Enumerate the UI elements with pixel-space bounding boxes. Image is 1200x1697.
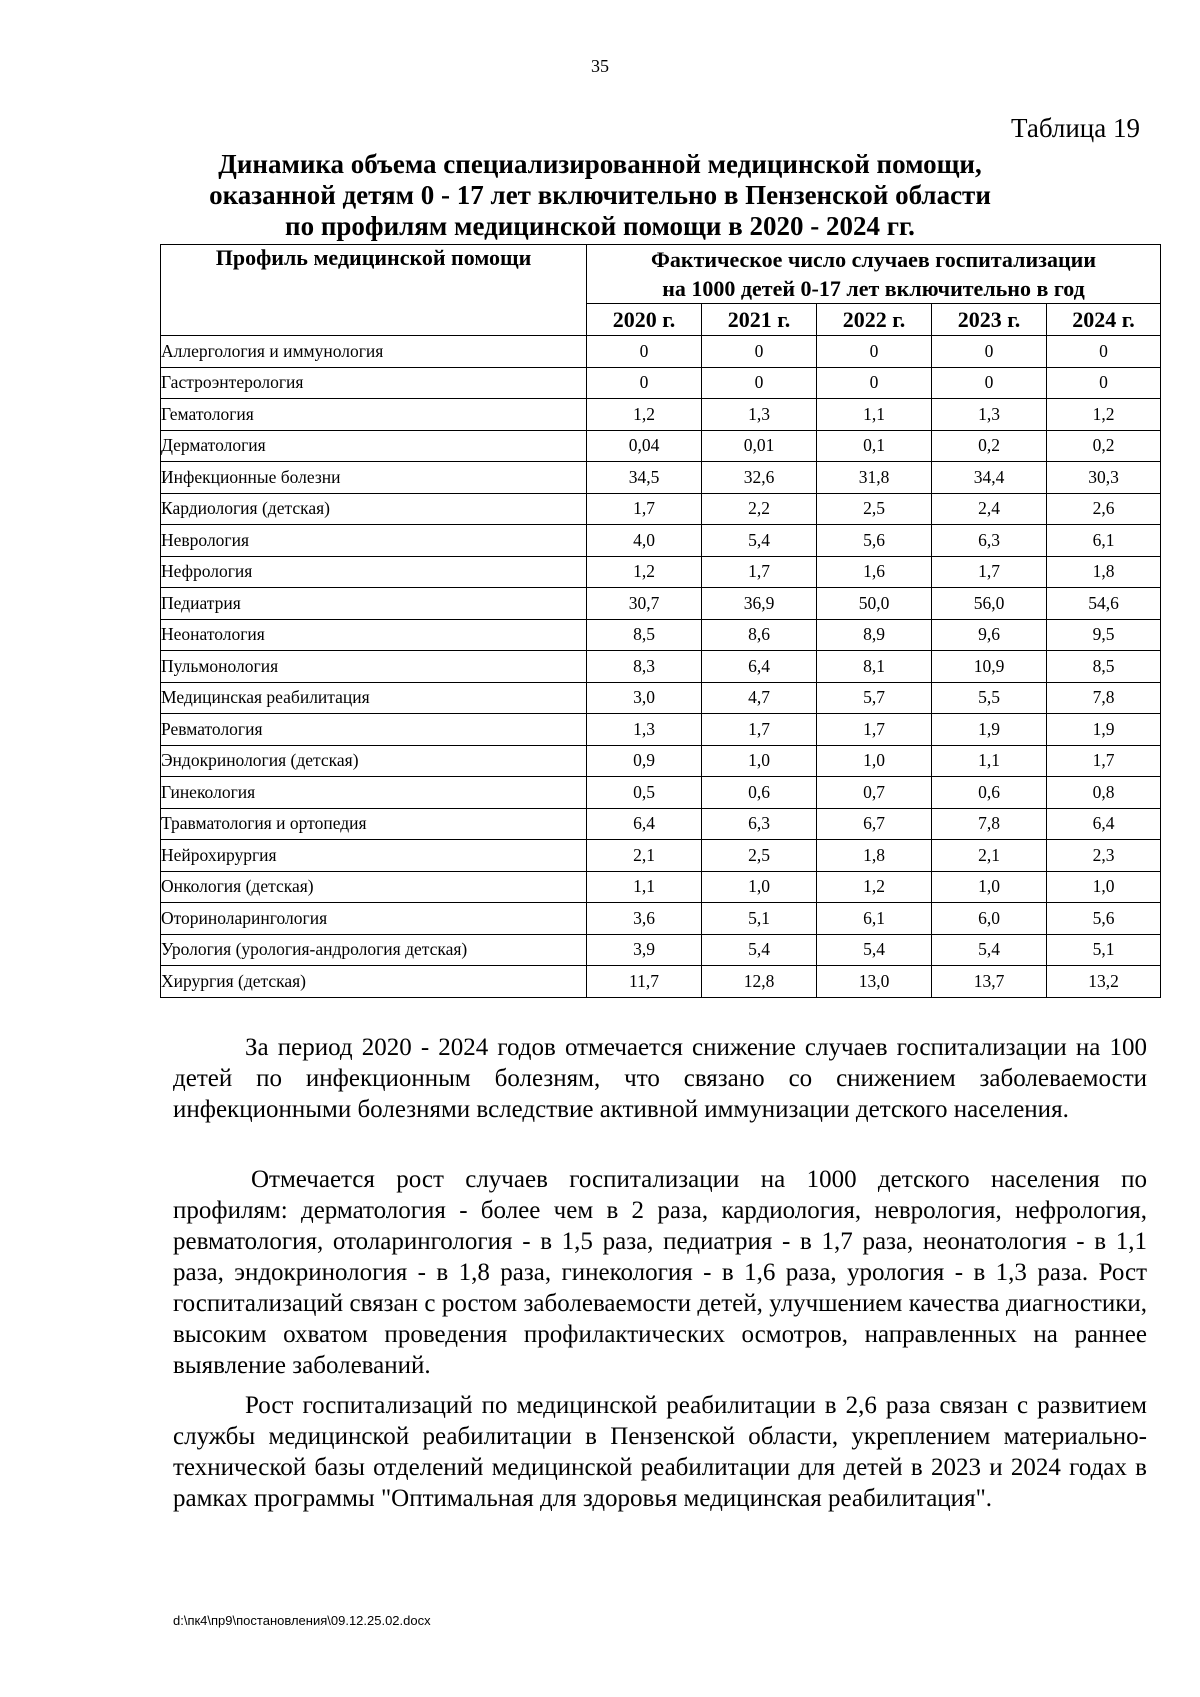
value-cell: 2,4 <box>932 493 1047 525</box>
value-cell: 3,9 <box>587 934 702 966</box>
value-cell: 0,9 <box>587 745 702 777</box>
value-cell: 0,5 <box>587 777 702 809</box>
value-cell: 30,3 <box>1047 462 1161 494</box>
value-cell: 0 <box>932 367 1047 399</box>
value-cell: 0,6 <box>702 777 817 809</box>
value-cell: 8,6 <box>702 619 817 651</box>
value-cell: 2,5 <box>817 493 932 525</box>
title-line: Динамика объема специализированной медицинской помощи, <box>218 149 982 179</box>
value-cell: 0,8 <box>1047 777 1161 809</box>
value-cell: 5,4 <box>702 525 817 557</box>
value-cell: 5,4 <box>702 934 817 966</box>
table-row <box>161 682 1161 714</box>
profile-name: Неонатология <box>161 619 587 651</box>
value-cell: 6,1 <box>1047 525 1161 557</box>
value-cell: 1,2 <box>587 399 702 431</box>
value-cell: 1,8 <box>1047 556 1161 588</box>
value-cell: 1,7 <box>587 493 702 525</box>
header-fact-line1: Фактическое число случаев госпитализации <box>651 247 1097 272</box>
value-cell: 0,2 <box>932 430 1047 462</box>
value-cell: 8,3 <box>587 651 702 683</box>
value-cell: 1,3 <box>932 399 1047 431</box>
profile-name: Нейрохирургия <box>161 840 587 872</box>
value-cell: 0,7 <box>817 777 932 809</box>
value-cell: 1,3 <box>702 399 817 431</box>
value-cell: 2,2 <box>702 493 817 525</box>
table-title <box>140 149 1060 242</box>
value-cell: 56,0 <box>932 588 1047 620</box>
value-cell: 0 <box>587 367 702 399</box>
value-cell: 9,5 <box>1047 619 1161 651</box>
value-cell: 1,7 <box>1047 745 1161 777</box>
value-cell: 2,1 <box>587 840 702 872</box>
profile-name: Гастроэнтерология <box>161 367 587 399</box>
table-label: Таблица 19 <box>1011 113 1140 143</box>
value-cell: 8,9 <box>817 619 932 651</box>
table-row <box>161 336 1161 368</box>
paragraph: За период 2020 - 2024 годов отмечается снижение случаев госпитализации на 100 детей по инфекционным болезням, что связано со снижением заболеваемости инфекционными болезнями вследствие активной иммунизации детского населения. <box>173 1034 1147 1123</box>
value-cell: 2,5 <box>702 840 817 872</box>
value-cell: 0,2 <box>1047 430 1161 462</box>
value-cell: 8,5 <box>1047 651 1161 683</box>
table-row <box>161 745 1161 777</box>
value-cell: 0,04 <box>587 430 702 462</box>
table-row <box>161 556 1161 588</box>
table-row <box>161 714 1161 746</box>
value-cell: 0 <box>702 367 817 399</box>
value-cell: 32,6 <box>702 462 817 494</box>
value-cell: 1,2 <box>817 871 932 903</box>
year-header: 2024 г. <box>1047 304 1161 336</box>
value-cell: 6,4 <box>587 808 702 840</box>
value-cell: 5,1 <box>1047 934 1161 966</box>
table-row <box>161 619 1161 651</box>
table-row <box>161 966 1161 998</box>
title-line: по профилям медицинской помощи в 2020 - 2024 гг. <box>285 211 915 241</box>
value-cell: 13,0 <box>817 966 932 998</box>
value-cell: 1,3 <box>587 714 702 746</box>
profile-name: Дерматология <box>161 430 587 462</box>
profile-name: Медицинская реабилитация <box>161 682 587 714</box>
value-cell: 6,0 <box>932 903 1047 935</box>
profile-name: Гематология <box>161 399 587 431</box>
profile-name: Аллергология и иммунология <box>161 336 587 368</box>
value-cell: 0,1 <box>817 430 932 462</box>
table-row <box>161 462 1161 494</box>
value-cell: 3,0 <box>587 682 702 714</box>
year-header: 2022 г. <box>817 304 932 336</box>
value-cell: 1,2 <box>1047 399 1161 431</box>
value-cell: 5,7 <box>817 682 932 714</box>
table-row <box>161 777 1161 809</box>
table-row <box>161 903 1161 935</box>
year-header: 2023 г. <box>932 304 1047 336</box>
value-cell: 1,9 <box>1047 714 1161 746</box>
value-cell: 30,7 <box>587 588 702 620</box>
value-cell: 2,3 <box>1047 840 1161 872</box>
value-cell: 0 <box>817 336 932 368</box>
value-cell: 0 <box>817 367 932 399</box>
table-row <box>161 493 1161 525</box>
value-cell: 31,8 <box>817 462 932 494</box>
value-cell: 13,2 <box>1047 966 1161 998</box>
value-cell: 1,2 <box>587 556 702 588</box>
value-cell: 6,4 <box>1047 808 1161 840</box>
value-cell: 1,1 <box>932 745 1047 777</box>
value-cell: 1,0 <box>932 871 1047 903</box>
value-cell: 1,7 <box>932 556 1047 588</box>
value-cell: 1,1 <box>587 871 702 903</box>
value-cell: 54,6 <box>1047 588 1161 620</box>
value-cell: 0 <box>1047 336 1161 368</box>
value-cell: 1,0 <box>702 745 817 777</box>
value-cell: 0 <box>587 336 702 368</box>
table-row <box>161 871 1161 903</box>
value-cell: 1,8 <box>817 840 932 872</box>
title-line: оказанной детям 0 - 17 лет включительно в Пензенской области <box>209 180 991 210</box>
table-row <box>161 430 1161 462</box>
value-cell: 1,0 <box>1047 871 1161 903</box>
value-cell: 11,7 <box>587 966 702 998</box>
value-cell: 3,6 <box>587 903 702 935</box>
table-row <box>161 588 1161 620</box>
table-row <box>161 840 1161 872</box>
value-cell: 1,6 <box>817 556 932 588</box>
value-cell: 36,9 <box>702 588 817 620</box>
value-cell: 8,5 <box>587 619 702 651</box>
value-cell: 0,01 <box>702 430 817 462</box>
year-header: 2020 г. <box>587 304 702 336</box>
profile-name: Хирургия (детская) <box>161 966 587 998</box>
hospitalization-table <box>160 244 1161 998</box>
value-cell: 12,8 <box>702 966 817 998</box>
profile-name: Нефрология <box>161 556 587 588</box>
header-fact <box>587 245 1161 304</box>
page-number: 35 <box>591 56 609 76</box>
value-cell: 5,4 <box>817 934 932 966</box>
value-cell: 7,8 <box>932 808 1047 840</box>
paragraph: Отмечается рост случаев госпитализации на 1000 детского населения по профилям: дерматология - более чем в 2 раза, кардиология, неврология, нефрология, ревматология, отоларингология - в 1,5 раза, педиатрия - в 1,7 раза, неонатология - в 1,1 раза, эндокринология - в 1,8 раза, гинекология - в 1,6 раза, урология - в 1,3 раза. Рост госпитализаций связан с ростом заболеваемости детей, улучшением качества диагностики, высоким охватом проведения профилактических осмотров, направленных на раннее выявление заболеваний. <box>173 1166 1147 1379</box>
value-cell: 4,0 <box>587 525 702 557</box>
profile-name: Эндокринология (детская) <box>161 745 587 777</box>
value-cell: 0 <box>702 336 817 368</box>
value-cell: 6,3 <box>702 808 817 840</box>
value-cell: 5,6 <box>1047 903 1161 935</box>
header-fact-line2: на 1000 детей 0-17 лет включительно в год <box>662 276 1085 301</box>
value-cell: 50,0 <box>817 588 932 620</box>
profile-name: Гинекология <box>161 777 587 809</box>
value-cell: 13,7 <box>932 966 1047 998</box>
value-cell: 5,6 <box>817 525 932 557</box>
value-cell: 1,1 <box>817 399 932 431</box>
table-row <box>161 934 1161 966</box>
value-cell: 1,7 <box>702 714 817 746</box>
profile-name: Ревматология <box>161 714 587 746</box>
footer-file-path: d:\пк4\пр9\постановления\09.12.25.02.docx <box>173 1613 431 1628</box>
value-cell: 0 <box>1047 367 1161 399</box>
year-header: 2021 г. <box>702 304 817 336</box>
value-cell: 2,1 <box>932 840 1047 872</box>
table-row <box>161 525 1161 557</box>
value-cell: 0 <box>932 336 1047 368</box>
value-cell: 6,7 <box>817 808 932 840</box>
value-cell: 10,9 <box>932 651 1047 683</box>
profile-name: Неврология <box>161 525 587 557</box>
value-cell: 6,4 <box>702 651 817 683</box>
value-cell: 1,0 <box>702 871 817 903</box>
profile-name: Педиатрия <box>161 588 587 620</box>
value-cell: 34,4 <box>932 462 1047 494</box>
profile-name: Оториноларингология <box>161 903 587 935</box>
table-row <box>161 651 1161 683</box>
table-row <box>161 399 1161 431</box>
table-row <box>161 808 1161 840</box>
profile-name: Травматология и ортопедия <box>161 808 587 840</box>
profile-name: Инфекционные болезни <box>161 462 587 494</box>
value-cell: 4,7 <box>702 682 817 714</box>
value-cell: 6,3 <box>932 525 1047 557</box>
profile-name: Пульмонология <box>161 651 587 683</box>
table-row <box>161 367 1161 399</box>
value-cell: 6,1 <box>817 903 932 935</box>
profile-name: Урология (урология-андрология детская) <box>161 934 587 966</box>
value-cell: 2,6 <box>1047 493 1161 525</box>
profile-name: Кардиология (детская) <box>161 493 587 525</box>
value-cell: 1,7 <box>702 556 817 588</box>
value-cell: 1,9 <box>932 714 1047 746</box>
value-cell: 5,5 <box>932 682 1047 714</box>
value-cell: 0,6 <box>932 777 1047 809</box>
value-cell: 8,1 <box>817 651 932 683</box>
value-cell: 1,7 <box>817 714 932 746</box>
value-cell: 9,6 <box>932 619 1047 651</box>
paragraph: Рост госпитализаций по медицинской реабилитации в 2,6 раза связан с развитием службы медицинской реабилитации в Пензенской области, укреплением материально-технической базы отделений медицинской реабилитации для детей в 2023 и 2024 годах в рамках программы "Оптимальная для здоровья медицинская реабилитация". <box>173 1392 1147 1512</box>
profile-name: Онкология (детская) <box>161 871 587 903</box>
value-cell: 5,4 <box>932 934 1047 966</box>
value-cell: 34,5 <box>587 462 702 494</box>
header-profile: Профиль медицинской помощи <box>161 245 587 336</box>
value-cell: 5,1 <box>702 903 817 935</box>
value-cell: 7,8 <box>1047 682 1161 714</box>
value-cell: 1,0 <box>817 745 932 777</box>
